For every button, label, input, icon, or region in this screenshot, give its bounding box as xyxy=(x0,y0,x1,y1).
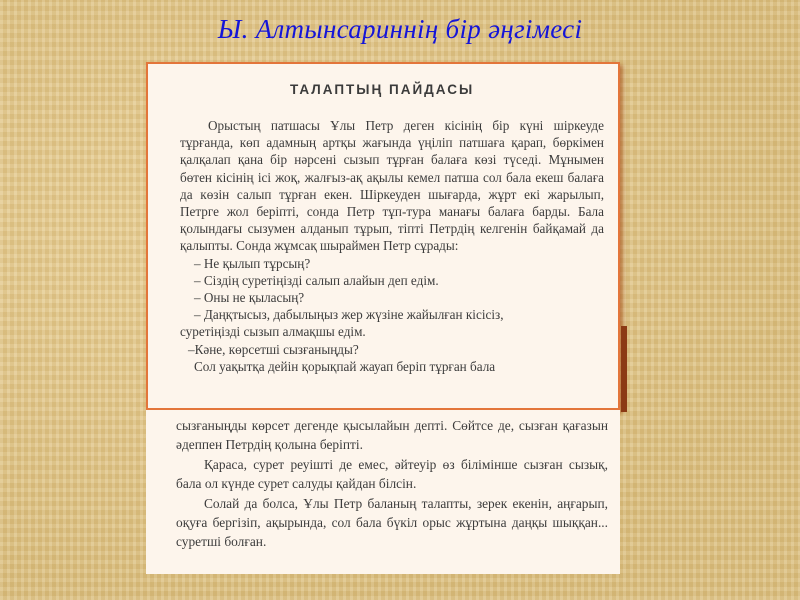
story-page-bottom xyxy=(146,410,620,574)
story-paragraph: Солай да болса, Ұлы Петр баланың талапты, зерек екенін, аңғарып, оқуға бергізіп, ақырында, сол бала бүкіл орыс жұртына даңқы шыққан... суретші болған. xyxy=(176,495,608,550)
story-title: ТАЛАПТЫҢ ПАЙДАСЫ xyxy=(290,82,475,97)
dialog-line: – Не қылып тұрсың? xyxy=(194,255,311,271)
dialog-line: суретіңізді сызып алмақшы едім. xyxy=(180,324,366,340)
story-continuation-paragraph: сызғаныңды көрсет дегенде қысылайын депті. Сөйтсе де, сызған қағазын әдеппен Петрдің қолына беріпті. xyxy=(176,418,608,453)
dialog-line: –Кәне, көрсетші сызғаныңды? xyxy=(188,341,359,357)
dialog-line: – Сіздің суретіңізді салып алайын деп едім. xyxy=(194,272,439,288)
dialog-line: Сол уақытқа дейін қорықпай жауап беріп тұрған бала xyxy=(194,358,496,374)
slide-title: Ы. Алтынсариннің бір әңгімесі xyxy=(217,14,583,44)
story-page-top xyxy=(146,62,620,410)
dialog-line: – Оны не қыласың? xyxy=(194,290,305,306)
story-intro-paragraph: Орыстың патшасы Ұлы Петр деген кісінің бір күні шіркеуде тұрғанда, көп адамның артқы жағында үңіліп патшаға қарап, бөркімен қалқалап қана бір нәрсені сызып тұрған балаға көзі түседі. Мұнымен бөтен кісінің ісі жоқ, жалғыз-ақ ақылы кемел патша сол бала екеш балаға да көзін салып тұрған екен. Шіркеуден шығарда, жұрт екі жарылып, Петрге жол беріпті, сонда Петр тұп-тура манағы балаға барды. Бала қолындағы сызумен алданып тұрып, тіпті Петрдің келгенін байқамай да қалыпты. Сонда жұмсақ шыраймен Петр сұрады: xyxy=(180,118,604,254)
story-paragraph: Қараса, сурет реуішті де емес, әйтеуір өз білімінше сызған сызық, бала ол күнде сурет салуды қайдан білсін. xyxy=(176,456,608,492)
dialog-line: – Даңқтысыз, дабылыңыз жер жүзіне жайылған кісісіз, xyxy=(194,307,504,323)
